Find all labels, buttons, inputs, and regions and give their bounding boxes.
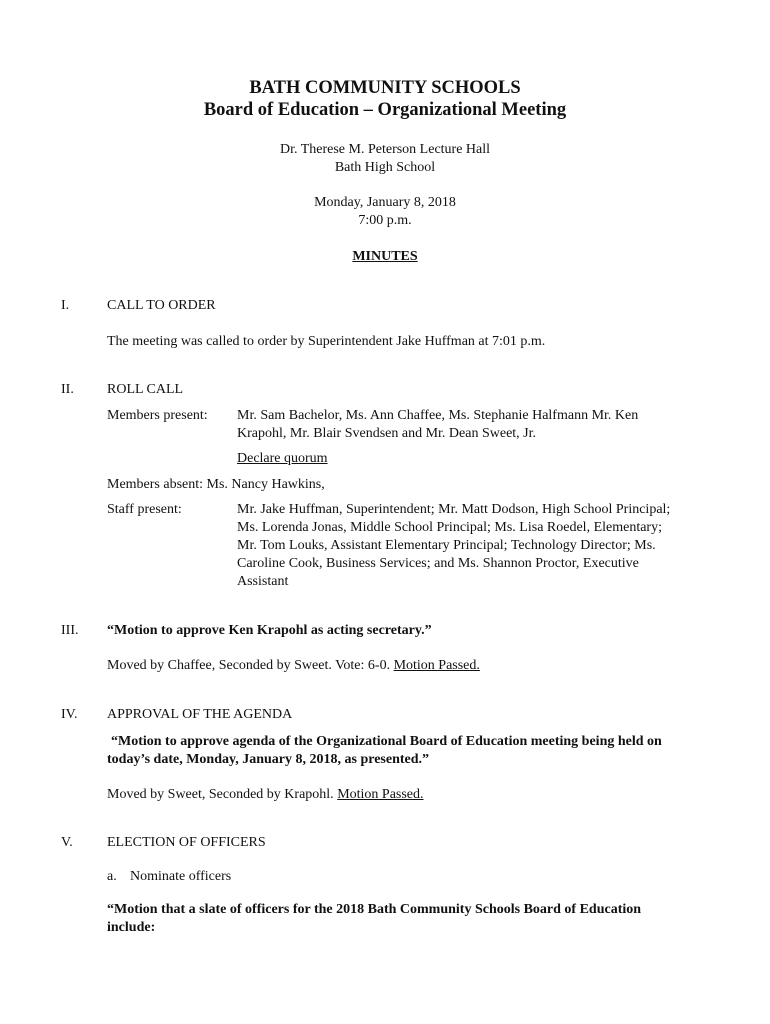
section-number: V. [61,835,73,850]
staff-present-line: Caroline Cook, Business Services; and Ms. Shannon Proctor, Executive [237,556,639,571]
motion-text-line: today’s date, Monday, January 8, 2018, as presented.” [107,752,430,767]
call-to-order-text: The meeting was called to order by Superintendent Jake Huffman at 7:01 p.m. [107,334,546,349]
moved-seconded: Moved by Sweet, Seconded by Krapohl. [107,787,334,802]
motion-text-line: include: [107,920,156,935]
sub-item-label: a. [107,869,117,884]
motion-text: “Motion to approve Ken Krapohl as acting secretary.” [107,623,432,638]
meeting-date: Monday, January 8, 2018 [314,195,456,210]
location-line2: Bath High School [334,160,436,175]
section-number: III. [61,623,79,638]
meeting-time: 7:00 p.m. [358,213,412,228]
staff-present-line: Ms. Lorenda Jonas, Middle School Principal; Ms. Lisa Roedel, Elementary; [237,520,662,535]
section-heading: ROLL CALL [107,382,184,397]
motion-vote [107,786,424,804]
staff-present-line: Mr. Tom Louks, Assistant Elementary Principal; Technology Director; Ms. [237,538,656,553]
motion-vote [107,657,480,675]
members-present-line: Mr. Sam Bachelor, Ms. Ann Chaffee, Ms. Stephanie Halfmann Mr. Ken [237,408,639,423]
moved-seconded: Moved by Chaffee, Seconded by Sweet. Vote: 6-0. [107,658,391,673]
staff-present-line: Assistant [237,574,289,589]
motion-result: Motion Passed. [337,787,424,802]
meeting-title: Board of Education – Organizational Meeting [203,100,567,120]
location-line1: Dr. Therese M. Peterson Lecture Hall [279,142,491,157]
motion-text-line: “Motion to approve agenda of the Organizational Board of Education meeting being held on [111,734,662,749]
minutes-heading: MINUTES [352,249,418,264]
sub-item-text: Nominate officers [130,869,232,884]
section-number: II. [61,382,74,397]
staff-present-label: Staff present: [107,502,182,517]
org-title: BATH COMMUNITY SCHOOLS [249,78,521,98]
motion-result: Motion Passed. [393,658,480,673]
section-number: IV. [61,707,78,722]
members-present-line: Krapohl, Mr. Blair Svendsen and Mr. Dean Sweet, Jr. [237,426,537,441]
declare-quorum: Declare quorum [237,451,328,466]
members-present-label: Members present: [107,408,208,423]
motion-text-line: “Motion that a slate of officers for the 2018 Bath Community Schools Board of Education [107,902,642,917]
members-absent: Members absent: Ms. Nancy Hawkins, [107,477,325,492]
section-heading: APPROVAL OF THE AGENDA [107,707,293,722]
staff-present-line: Mr. Jake Huffman, Superintendent; Mr. Matt Dodson, High School Principal; [237,502,671,517]
section-heading: CALL TO ORDER [107,298,216,313]
section-heading: ELECTION OF OFFICERS [107,835,266,850]
section-number: I. [61,298,70,313]
